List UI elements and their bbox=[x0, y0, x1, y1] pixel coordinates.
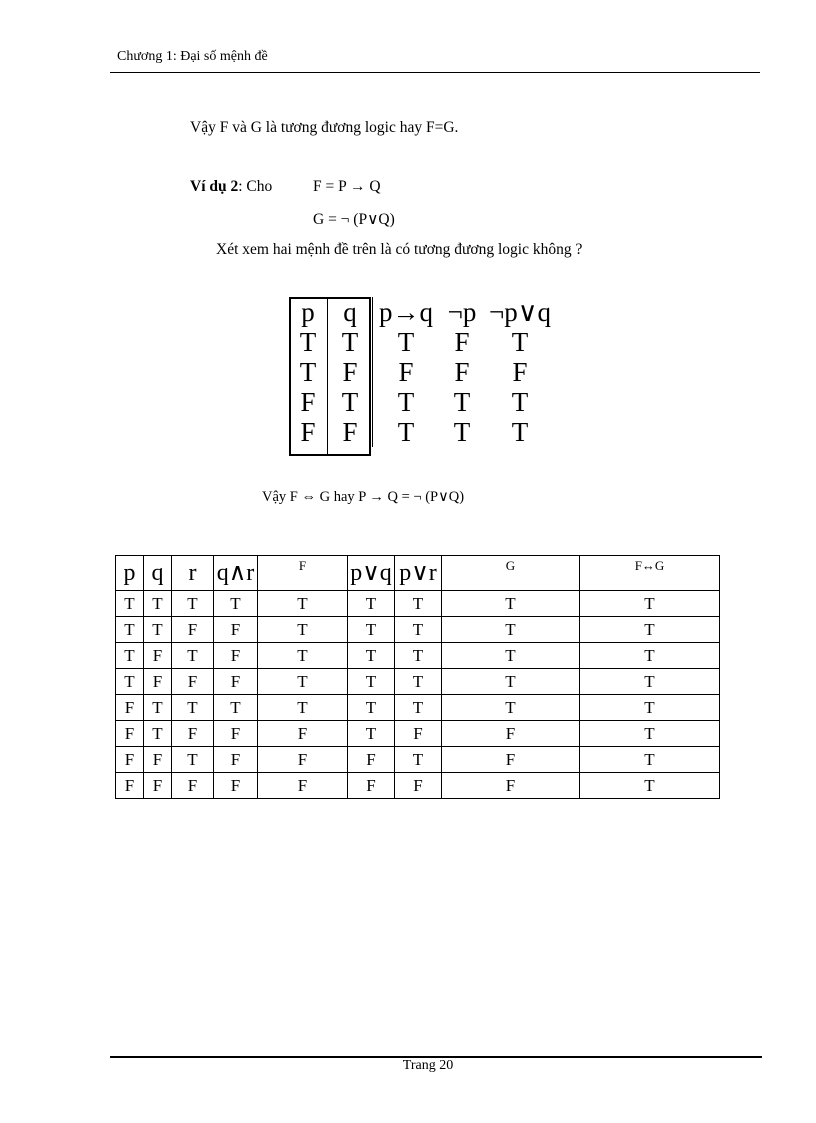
table2-cell: F bbox=[172, 773, 214, 799]
table2-cell: F bbox=[258, 721, 348, 747]
table2-cell: T bbox=[116, 591, 144, 617]
table2-cell: F bbox=[172, 669, 214, 695]
table2-header-cell: F↔G bbox=[580, 556, 720, 591]
table2-cell: F bbox=[144, 669, 172, 695]
table2-cell: T bbox=[395, 591, 442, 617]
table2-cell: T bbox=[144, 591, 172, 617]
table2-header-cell: q bbox=[144, 556, 172, 591]
table2-cell: F bbox=[116, 747, 144, 773]
table2-cell: T bbox=[395, 617, 442, 643]
table2-row bbox=[116, 643, 720, 669]
table2-cell: T bbox=[348, 669, 395, 695]
question-text: Xét xem hai mệnh đề trên là có tương đương logic không ? bbox=[216, 241, 583, 258]
table2-cell: T bbox=[172, 747, 214, 773]
table2-cell: T bbox=[116, 617, 144, 643]
table2-row bbox=[116, 747, 720, 773]
table1-cell: F bbox=[454, 327, 470, 357]
table2-cell: T bbox=[348, 643, 395, 669]
example-label-line bbox=[190, 178, 272, 196]
header-rule bbox=[110, 72, 760, 73]
table2-cell: F bbox=[116, 721, 144, 747]
table2-cell: T bbox=[172, 643, 214, 669]
table2-cell: T bbox=[258, 591, 348, 617]
table1-header-row bbox=[289, 297, 555, 327]
table2-cell: F bbox=[442, 773, 580, 799]
table2-cell: F bbox=[258, 747, 348, 773]
conclusion-text-2: Vậy F ⇔ G hay P → Q = ¬ (P∨Q) bbox=[262, 489, 465, 505]
table2-cell: T bbox=[214, 695, 258, 721]
table2-cell: F bbox=[442, 721, 580, 747]
table2-cell: F bbox=[348, 747, 395, 773]
formula-f: F = P → Q bbox=[313, 178, 381, 195]
table2-cell: T bbox=[116, 643, 144, 669]
table2-cell: F bbox=[144, 747, 172, 773]
table2-cell: T bbox=[144, 695, 172, 721]
table1-cell: T bbox=[511, 417, 529, 447]
table2-cell: T bbox=[395, 747, 442, 773]
table2-cell: T bbox=[395, 695, 442, 721]
table2-cell: T bbox=[258, 617, 348, 643]
table2-header-cell: p bbox=[116, 556, 144, 591]
table2-cell: T bbox=[172, 591, 214, 617]
table2-cell: F bbox=[144, 773, 172, 799]
table2-row bbox=[116, 695, 720, 721]
table1-row bbox=[289, 357, 555, 387]
table2-cell: T bbox=[116, 669, 144, 695]
conclusion-text-1: Vậy F và G là tương đương logic hay F=G. bbox=[190, 119, 459, 136]
table2-cell: F bbox=[214, 643, 258, 669]
table1-cell: T bbox=[511, 387, 529, 417]
table2-cell: T bbox=[172, 695, 214, 721]
table1-header-cell: p bbox=[301, 297, 315, 327]
table1-cell: T bbox=[397, 417, 415, 447]
table1-cell: T bbox=[453, 417, 471, 447]
table2-cell: T bbox=[442, 617, 580, 643]
table2-cell: T bbox=[580, 747, 720, 773]
table2-cell: T bbox=[395, 643, 442, 669]
table1-header-cell: ¬p bbox=[447, 297, 477, 327]
table2-header-cell: G bbox=[442, 556, 580, 591]
table2-row bbox=[116, 773, 720, 799]
table1-divider bbox=[327, 297, 328, 456]
table2-cell: T bbox=[580, 721, 720, 747]
table2-cell: F bbox=[214, 721, 258, 747]
table1-row bbox=[289, 387, 555, 417]
table1-cell: F bbox=[512, 357, 528, 387]
truth-table-2 bbox=[115, 555, 720, 799]
table2-cell: T bbox=[580, 773, 720, 799]
table2-cell: T bbox=[442, 643, 580, 669]
table2-cell: T bbox=[580, 695, 720, 721]
table2-cell: F bbox=[348, 773, 395, 799]
table2-cell: F bbox=[144, 643, 172, 669]
table2-cell: T bbox=[442, 669, 580, 695]
table2-header-cell: F bbox=[258, 556, 348, 591]
table2-cell: F bbox=[214, 617, 258, 643]
table2-header-cell: q∧r bbox=[214, 556, 258, 591]
page-number: Trang 20 bbox=[402, 1058, 454, 1073]
table2-cell: F bbox=[258, 773, 348, 799]
table1-cell: F bbox=[328, 357, 373, 387]
table2-cell: F bbox=[172, 721, 214, 747]
table1-cell: T bbox=[328, 387, 373, 417]
table2-cell: F bbox=[395, 721, 442, 747]
table2-cell: T bbox=[580, 643, 720, 669]
table1-cell: F bbox=[300, 417, 316, 447]
table1-cell: F bbox=[328, 417, 373, 447]
table2-cell: T bbox=[258, 643, 348, 669]
table2-cell: F bbox=[395, 773, 442, 799]
table2-cell: T bbox=[214, 591, 258, 617]
table1-cell: T bbox=[453, 387, 471, 417]
table2-cell: F bbox=[116, 773, 144, 799]
table1-cell: T bbox=[511, 327, 529, 357]
table2-cell: F bbox=[116, 695, 144, 721]
table1-cell: T bbox=[397, 387, 415, 417]
table2-cell: T bbox=[580, 617, 720, 643]
table1-header-cell: p→q bbox=[379, 297, 433, 327]
table2-cell: F bbox=[214, 773, 258, 799]
table1-cell: F bbox=[398, 357, 414, 387]
example-label: Ví dụ 2 bbox=[190, 178, 239, 195]
table2-header-cell: p∨r bbox=[395, 556, 442, 591]
chapter-header: Chương 1: Đại số mệnh đề bbox=[117, 49, 268, 64]
table1-header-cell: ¬p∨q bbox=[489, 297, 551, 327]
example-intro: : Cho bbox=[238, 178, 273, 195]
table2-cell: T bbox=[348, 591, 395, 617]
table1-cell: F bbox=[300, 387, 316, 417]
table2-row bbox=[116, 721, 720, 747]
table2-cell: T bbox=[144, 721, 172, 747]
table2-row bbox=[116, 669, 720, 695]
table1-cell: T bbox=[299, 327, 317, 357]
table1-cell: T bbox=[397, 327, 415, 357]
table2-cell: T bbox=[580, 669, 720, 695]
table1-cell: F bbox=[454, 357, 470, 387]
table2-cell: T bbox=[144, 617, 172, 643]
table2-header-cell: r bbox=[172, 556, 214, 591]
table2-cell: T bbox=[258, 695, 348, 721]
table2-cell: T bbox=[348, 721, 395, 747]
table2-cell: F bbox=[214, 669, 258, 695]
table2-cell: T bbox=[348, 695, 395, 721]
truth-table-1 bbox=[289, 297, 556, 447]
table1-header-cell: q bbox=[328, 297, 373, 327]
table1-cell: T bbox=[299, 357, 317, 387]
table2-cell: T bbox=[442, 591, 580, 617]
table2-cell: T bbox=[580, 591, 720, 617]
table2-cell: F bbox=[442, 747, 580, 773]
table2-cell: T bbox=[348, 617, 395, 643]
table2-cell: T bbox=[258, 669, 348, 695]
formula-g: G = ¬ (P∨Q) bbox=[313, 211, 395, 228]
table2-cell: T bbox=[395, 669, 442, 695]
table2-row bbox=[116, 617, 720, 643]
table2-cell: T bbox=[442, 695, 580, 721]
table1-row bbox=[289, 417, 555, 447]
table2-cell: F bbox=[172, 617, 214, 643]
table1-row bbox=[289, 327, 555, 357]
table1-cell: T bbox=[328, 327, 373, 357]
table2-row bbox=[116, 591, 720, 617]
table2-header-cell: p∨q bbox=[348, 556, 395, 591]
table2-cell: F bbox=[214, 747, 258, 773]
